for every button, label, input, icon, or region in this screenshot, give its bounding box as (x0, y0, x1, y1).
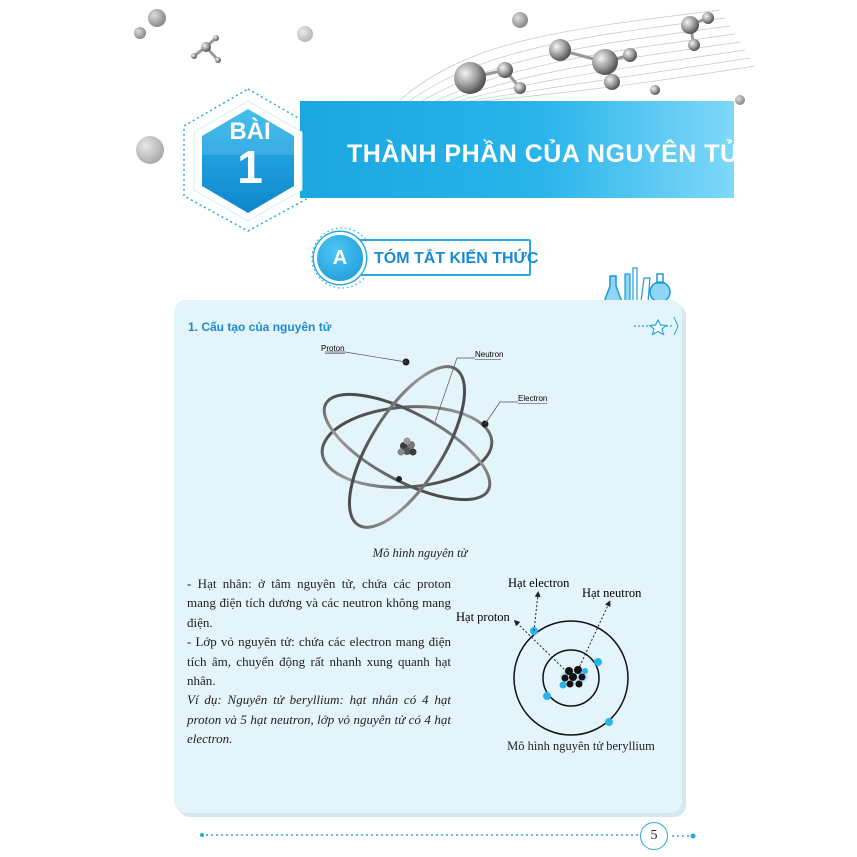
section-title: TÓM TẮT KIẾN THỨC (374, 250, 539, 267)
section-letter-badge: A (314, 232, 366, 284)
atom-model-figure (321, 342, 565, 546)
label-neutron: Hạt neutron (582, 586, 642, 600)
footer-rule-end (672, 833, 696, 839)
beryllium-model-figure (454, 570, 680, 760)
lab-flasks-icon (598, 264, 672, 304)
lesson-number: 1 (237, 141, 263, 193)
label-proton: Proton (321, 344, 345, 353)
footer-dotted-rule (200, 833, 640, 837)
page-number: 5 (640, 822, 668, 850)
label-electron: Electron (518, 394, 548, 403)
example-paragraph: Ví dụ: Nguyên tử beryllium: hạt nhân có 4 hạt proton và 5 hạt neutron, lớp vỏ nguyên tử có 4 hạt electron. (187, 692, 451, 747)
body-text (187, 574, 451, 749)
label-proton: Hạt proton (456, 610, 510, 624)
star-icon (634, 313, 682, 343)
subsection-heading: 1. Cấu tạo của nguyên tử (188, 320, 332, 334)
atom-model-caption: Mô hình nguyên tử (372, 546, 468, 560)
label-electron: Hạt electron (508, 576, 570, 590)
label-neutron: Neutron (475, 350, 504, 359)
lesson-word: BÀI (229, 118, 271, 145)
shell-paragraph: - Lớp vỏ nguyên tử: chứa các electron mang điện tích âm, chuyển động rất nhanh xung quanh hạt nhân. (187, 634, 451, 689)
nucleus (398, 438, 417, 456)
lesson-title: THÀNH PHẦN CỦA NGUYÊN TỬ (347, 140, 742, 168)
beryllium-model-caption: Mô hình nguyên tử beryllium (507, 739, 655, 753)
nucleus-paragraph: - Hạt nhân: ở tâm nguyên tử, chứa các proton mang điện tích dương và các neutron không mang điện. (187, 576, 451, 630)
